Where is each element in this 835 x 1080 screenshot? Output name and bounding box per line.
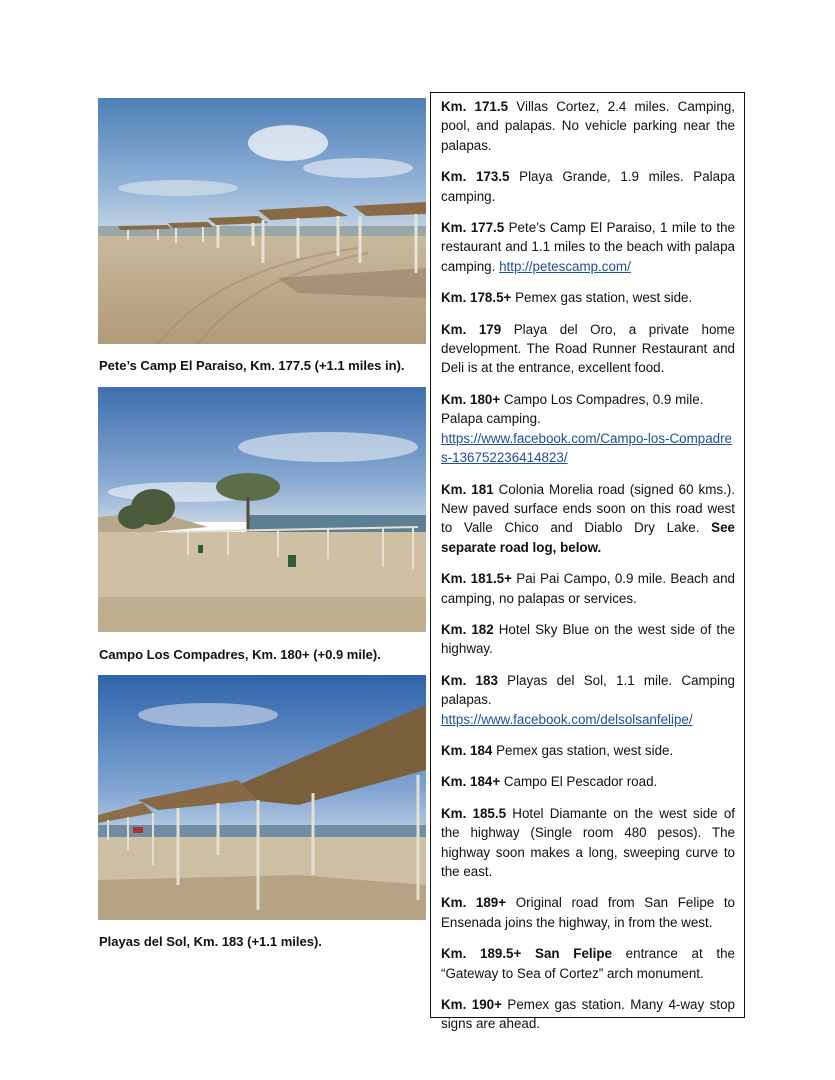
km-marker: Km. 185.5 <box>441 805 507 821</box>
photo-playas-del-sol <box>98 675 426 920</box>
thatched-palapas-image <box>98 675 426 920</box>
km-marker: Km. 184+ <box>441 774 501 790</box>
entry-text: Pete’s Camp El Paraiso, 1 mile to the restaurant and 1.1 miles to the beach with palapa camping. <box>441 220 735 274</box>
entry-text: Villas Cortez, 2.4 miles. Camping, pool, and palapas. No vehicle parking near the palapas. <box>441 99 735 153</box>
road-log-box <box>430 92 745 1032</box>
road-log-entry <box>441 390 735 468</box>
beach-trees-image <box>98 387 426 632</box>
road-log-entry <box>441 167 735 206</box>
entry-text: Pemex gas station, west side. <box>492 742 674 758</box>
entry-text: Pemex gas station. Many 4-way stop signs are ahead. <box>441 997 735 1032</box>
km-marker: Km. 180+ <box>441 391 501 407</box>
photo-caption-petes-camp: Pete’s Camp El Paraiso, Km. 177.5 (+1.1 miles in). <box>99 358 405 373</box>
km-marker: Km. 189.5+ <box>441 946 522 962</box>
photo-caption-playas-del-sol: Playas del Sol, Km. 183 (+1.1 miles). <box>99 934 322 949</box>
road-log-entry <box>441 218 735 276</box>
entry-bold-place: San Felipe <box>521 946 612 962</box>
entry-text: Playa del Oro, a private home development. The Road Runner Restaurant and Deli is at the entrance, excellent food. <box>441 321 735 376</box>
km-marker: Km. 182 <box>441 621 494 637</box>
entry-bold-note: See separate road log, below. <box>441 520 735 555</box>
entry-text: Campo El Pescador road. <box>500 774 658 790</box>
km-marker: Km. 189+ <box>441 895 507 911</box>
road-log-entry <box>441 288 735 307</box>
road-log-entry <box>441 944 735 983</box>
road-log-entry <box>441 320 735 378</box>
road-log-entry <box>441 97 735 155</box>
entry-text: entrance at the “Gateway to Sea of Cortez” arch monument. <box>441 946 735 981</box>
entry-text: Pai Pai Campo, 0.9 mile. Beach and camping, no palapas or services. <box>441 571 735 606</box>
delsol-link[interactable]: https://www.facebook.com/delsolsanfelipe/ <box>441 711 693 727</box>
entry-text: Colonia Morelia road (signed 60 kms.). New paved surface ends soon on this road west to Valle Chico and Diablo Dry Lake. <box>441 481 735 536</box>
entry-text: Playa Grande, 1.9 miles. Palapa camping. <box>441 169 735 204</box>
km-marker: Km. 190+ <box>441 997 502 1013</box>
entry-text: Pemex gas station, west side. <box>511 290 693 306</box>
road-log-entry <box>441 772 735 791</box>
photo-campo-los-compadres <box>98 387 426 632</box>
km-marker: Km. 171.5 <box>441 99 509 114</box>
road-log-entry <box>441 995 735 1034</box>
km-marker: Km. 183 <box>441 672 498 688</box>
road-log-entry <box>441 569 735 608</box>
km-marker: Km. 178.5+ <box>441 290 512 306</box>
km-marker: Km. 184 <box>441 742 493 758</box>
road-log-entry <box>441 893 735 932</box>
road-log-entry <box>441 620 735 659</box>
km-marker: Km. 177.5 <box>441 220 505 236</box>
km-marker: Km. 181.5+ <box>441 571 512 587</box>
km-marker: Km. 173.5 <box>441 169 510 185</box>
photo-caption-campo-los-compadres: Campo Los Compadres, Km. 180+ (+0.9 mile). <box>99 647 381 662</box>
road-log-entry <box>441 480 735 558</box>
photo-petes-camp <box>98 98 426 344</box>
entry-text: Hotel Sky Blue on the west side of the highway. <box>441 621 735 657</box>
road-log-entry <box>441 741 735 760</box>
road-log-entry <box>441 804 735 882</box>
entry-text: Hotel Diamante on the west side of the highway (Single room 480 pesos). The highway soon makes a long, sweeping curve to the east. <box>441 805 736 879</box>
road-log-entry <box>441 671 735 729</box>
campo-los-compadres-link[interactable]: https://www.facebook.com/Campo-los-Compadres-136752236414823/ <box>441 430 732 466</box>
km-marker: Km. 179 <box>441 321 502 337</box>
entry-text: Original road from San Felipe to Ensenada joins the highway, in from the west. <box>441 895 736 930</box>
petescamp-link[interactable]: http://petescamp.com/ <box>499 258 631 274</box>
entry-text: Campo Los Compadres, 0.9 mile. Palapa camping. <box>441 391 704 427</box>
beach-palapas-image <box>98 98 426 344</box>
entry-text: Playas del Sol, 1.1 mile. Camping palapas. <box>441 672 735 708</box>
km-marker: Km. 181 <box>441 481 494 497</box>
